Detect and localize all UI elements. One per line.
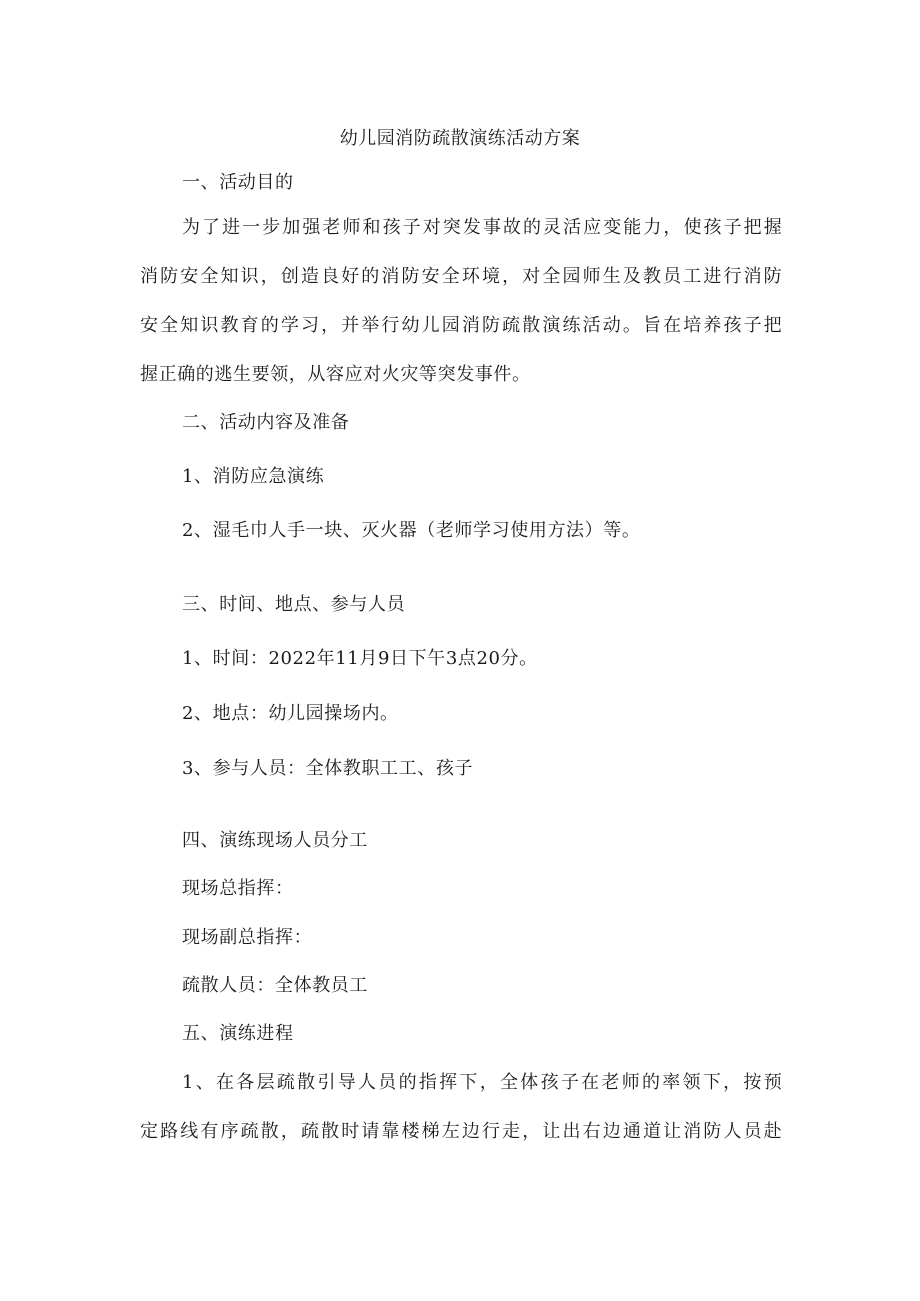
paragraph-line: 握正确的逃生要领，从容应对火灾等突发事件。 [140,364,531,385]
section-heading-time-place: 三、时间、地点、参与人员 [182,594,406,615]
section-heading-process: 五、演练进程 [182,1023,294,1044]
document-title: 幼儿园消防疏散演练活动方案 [339,128,581,149]
paragraph-line: 定路线有序疏散，疏散时请靠楼梯左边行走，让出右边通道让消防人员赴 [140,1121,782,1142]
paragraph-line: 消防安全知识，创造良好的消防安全环境，对全园师生及教员工进行消防 [140,266,782,287]
paragraph-line: 安全知识教育的学习，并举行幼儿园消防疏散演练活动。旨在培养孩子把 [140,315,782,336]
list-item: 1、时间：2022年11月9日下午3点20分。 [182,648,538,669]
list-item: 现场副总指挥： [182,927,313,948]
list-item: 2、湿毛巾人手一块、灭火器（老师学习使用方法）等。 [182,520,641,541]
list-item: 现场总指挥： [182,878,294,899]
list-item: 2、地点：幼儿园操场内。 [182,703,399,724]
section-heading-purpose: 一、活动目的 [182,172,294,193]
list-item: 3、参与人员：全体教职工工、孩子 [182,758,474,779]
paragraph-line: 1、在各层疏散引导人员的指挥下，全体孩子在老师的率领下，按预 [182,1072,782,1093]
section-heading-content: 二、活动内容及准备 [182,412,350,433]
paragraph-line: 为了进一步加强老师和孩子对突发事故的灵活应变能力，使孩子把握 [182,217,782,238]
list-item: 疏散人员：全体教员工 [182,975,368,996]
section-heading-roles: 四、演练现场人员分工 [182,830,368,851]
list-item: 1、消防应急演练 [182,466,325,487]
